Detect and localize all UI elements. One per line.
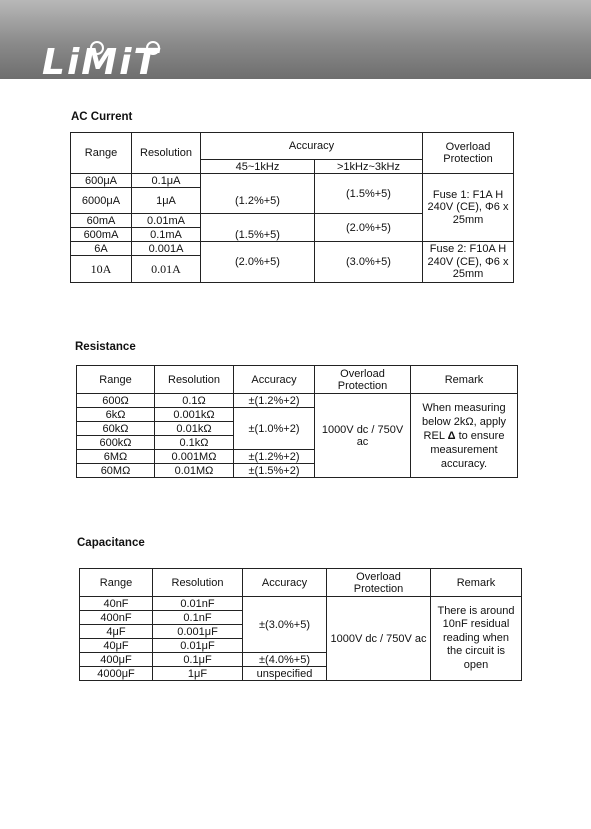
res-remark-part-b: to ensure measurement accuracy. bbox=[430, 429, 505, 470]
table-cell: 0.1mA bbox=[132, 228, 201, 242]
res-overload bbox=[315, 394, 411, 478]
res-remark bbox=[411, 394, 518, 478]
res-header-overload-text: Overload Protection bbox=[337, 367, 388, 392]
table-cell: 40μF bbox=[80, 639, 153, 653]
res-header-overload bbox=[315, 366, 411, 394]
table-cell: 10A bbox=[71, 256, 132, 283]
table-cell: 0.01kΩ bbox=[155, 422, 234, 436]
table-cell: 0.01nF bbox=[153, 597, 243, 611]
table-cell: 400nF bbox=[80, 611, 153, 625]
ac-fuse-1-text: Fuse 1: F1A H 240V (CE), Φ6 x 25mm bbox=[427, 188, 509, 226]
ac-header-acc-low: 45~1kHz bbox=[201, 160, 315, 174]
table-cell: 600Ω bbox=[77, 394, 155, 408]
table-cell: 4μF bbox=[80, 625, 153, 639]
table-cell: ±(1.2%+2) bbox=[234, 394, 315, 408]
res-remark-text bbox=[416, 401, 512, 471]
capacitance-table bbox=[79, 568, 522, 681]
ac-current-table bbox=[70, 132, 514, 283]
cap-header-range: Range bbox=[80, 569, 153, 597]
ac-acc-high-3: (3.0%+5) bbox=[315, 242, 423, 283]
table-cell: 0.001μF bbox=[153, 625, 243, 639]
ac-current-title: AC Current bbox=[71, 111, 133, 123]
table-cell: 0.01μF bbox=[153, 639, 243, 653]
ac-header-range: Range bbox=[71, 133, 132, 174]
ac-header-overload-text: Overload Protection bbox=[443, 141, 493, 165]
brand-logo bbox=[40, 36, 200, 80]
table-cell: 0.1kΩ bbox=[155, 436, 234, 450]
table-cell: 0.001kΩ bbox=[155, 408, 234, 422]
ac-header-accuracy: Accuracy bbox=[201, 133, 423, 160]
table-cell: 0.01MΩ bbox=[155, 464, 234, 478]
table-cell: 0.001MΩ bbox=[155, 450, 234, 464]
res-header-remark: Remark bbox=[411, 366, 518, 394]
ac-acc-low-2: (1.5%+5) bbox=[201, 214, 315, 242]
ac-header-resolution: Resolution bbox=[132, 133, 201, 174]
res-header-accuracy: Accuracy bbox=[234, 366, 315, 394]
table-cell: 0.1nF bbox=[153, 611, 243, 625]
table-cell: 0.1μA bbox=[132, 174, 201, 188]
table-cell: 0.01mA bbox=[132, 214, 201, 228]
cap-header-accuracy: Accuracy bbox=[243, 569, 327, 597]
table-cell: 0.1Ω bbox=[155, 394, 234, 408]
ac-fuse-2 bbox=[423, 242, 514, 283]
cap-overload-text: 1000V dc / 750V ac bbox=[330, 632, 427, 645]
table-cell: 60mA bbox=[71, 214, 132, 228]
resistance-table bbox=[76, 365, 518, 478]
table-cell: 1μF bbox=[153, 667, 243, 681]
table-cell: 60MΩ bbox=[77, 464, 155, 478]
resistance-title: Resistance bbox=[75, 341, 136, 353]
table-cell: 600mA bbox=[71, 228, 132, 242]
table-cell: 600kΩ bbox=[77, 436, 155, 450]
table-cell: 0.01A bbox=[132, 256, 201, 283]
res-overload-text: 1000V dc / 750V ac bbox=[321, 423, 404, 448]
table-cell: 6000μA bbox=[71, 188, 132, 214]
res-header-range: Range bbox=[77, 366, 155, 394]
brand-logo-text: LiMiT bbox=[42, 42, 160, 80]
capacitance-title: Capacitance bbox=[77, 537, 145, 549]
cap-remark-text: There is around 10nF residual reading when the circuit is open bbox=[437, 604, 515, 671]
table-cell: 40nF bbox=[80, 597, 153, 611]
ac-acc-high-1: (1.5%+5) bbox=[315, 174, 423, 214]
table-cell: ±(3.0%+5) bbox=[243, 597, 327, 653]
ac-acc-high-2: (2.0%+5) bbox=[315, 214, 423, 242]
table-cell: 400μF bbox=[80, 653, 153, 667]
cap-header-resolution: Resolution bbox=[153, 569, 243, 597]
table-cell: 0.1μF bbox=[153, 653, 243, 667]
cap-overload bbox=[327, 597, 431, 681]
table-cell: 4000μF bbox=[80, 667, 153, 681]
header-banner bbox=[0, 0, 591, 79]
ac-acc-low-1: (1.2%+5) bbox=[201, 174, 315, 214]
ac-header-acc-high: >1kHz~3kHz bbox=[315, 160, 423, 174]
ac-fuse-1 bbox=[423, 174, 514, 242]
cap-header-overload-text: Overload Protection bbox=[353, 570, 404, 595]
cap-header-remark: Remark bbox=[431, 569, 522, 597]
table-cell: ±(1.5%+2) bbox=[234, 464, 315, 478]
table-cell: 0.001A bbox=[132, 242, 201, 256]
ac-acc-low-3: (2.0%+5) bbox=[201, 242, 315, 283]
table-cell: ±(1.2%+2) bbox=[234, 450, 315, 464]
table-cell: 1μA bbox=[132, 188, 201, 214]
ac-header-overload bbox=[423, 133, 514, 174]
cap-header-overload bbox=[327, 569, 431, 597]
table-cell: 6A bbox=[71, 242, 132, 256]
res-header-resolution: Resolution bbox=[155, 366, 234, 394]
table-cell: 60kΩ bbox=[77, 422, 155, 436]
ac-fuse-2-text: Fuse 2: F10A H 240V (CE), Φ6 x 25mm bbox=[427, 243, 509, 281]
table-cell: 6MΩ bbox=[77, 450, 155, 464]
table-cell: 6kΩ bbox=[77, 408, 155, 422]
table-cell: 600μA bbox=[71, 174, 132, 188]
table-cell: ±(1.0%+2) bbox=[234, 408, 315, 450]
delta-icon: Δ bbox=[447, 429, 456, 442]
cap-remark bbox=[431, 597, 522, 681]
res-remark-part-a: When measuring below 2kΩ, apply REL bbox=[421, 401, 507, 442]
table-cell: unspecified bbox=[243, 667, 327, 681]
table-cell: ±(4.0%+5) bbox=[243, 653, 327, 667]
